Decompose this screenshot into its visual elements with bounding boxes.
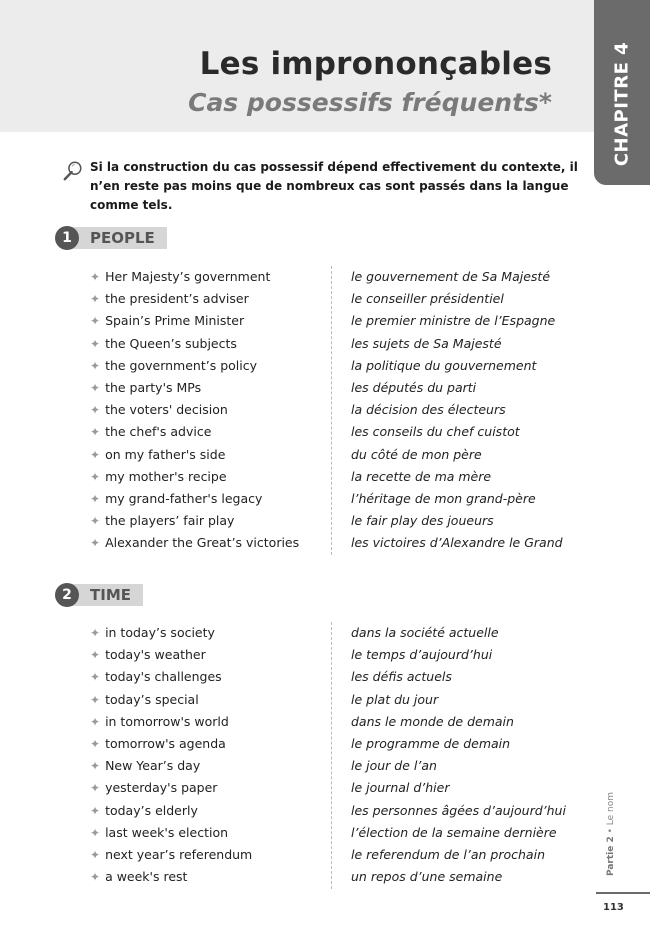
phrase-french: la politique du gouvernement	[351, 357, 537, 373]
bullet-star-icon: ✦	[90, 336, 101, 351]
phrase-english-text: in tomorrow's world	[105, 713, 229, 729]
phrase-english	[90, 399, 228, 421]
phrase-english-text: today’s special	[105, 691, 199, 707]
part-side-label	[606, 792, 616, 876]
footer-rule	[596, 892, 650, 894]
part-label: Partie 2	[606, 836, 616, 877]
phrase-english-text: the chef's advice	[105, 424, 212, 440]
phrase-english-text: the players’ fair play	[105, 513, 235, 529]
phrase-row	[90, 644, 560, 666]
phrase-english-text: the party's MPs	[105, 379, 202, 395]
phrase-english	[90, 333, 237, 355]
page-subtitle: Cas possessifs fréquents*	[188, 88, 552, 117]
bullet-star-icon: ✦	[90, 491, 101, 506]
phrase-french: le jour de l’an	[351, 758, 437, 774]
part-title: Le nom	[606, 791, 616, 826]
phrase-english-text: on my father's side	[105, 446, 226, 462]
phrase-english-text: Her Majesty’s government	[105, 269, 271, 284]
phrase-english	[90, 532, 299, 554]
intro-text: Si la construction du cas possessif dépend effectivement du contexte, il n’en reste pas moins que de nombreux cas sont passés dans la langue comme tels.	[90, 160, 578, 212]
phrase-english	[90, 421, 211, 443]
phrase-english	[90, 266, 270, 288]
bullet-star-icon: ✦	[90, 670, 101, 685]
bullet-star-icon: ✦	[90, 870, 101, 885]
bullet-star-icon: ✦	[90, 425, 101, 440]
page-number: 113	[603, 902, 624, 913]
bullet-star-icon: ✦	[90, 692, 101, 707]
phrase-english-text: Spain’s Prime Minister	[105, 313, 245, 329]
bullet-star-icon: ✦	[90, 270, 101, 284]
phrase-french: le conseiller présidentiel	[351, 291, 504, 307]
phrase-english-text: last week's election	[105, 824, 229, 840]
bullet-star-icon: ✦	[90, 514, 101, 529]
phrase-row	[90, 733, 560, 755]
phrase-french: le plat du jour	[351, 691, 439, 707]
time-phrase-list	[90, 622, 566, 888]
bullet-star-icon: ✦	[90, 626, 101, 640]
magnifier-icon	[62, 160, 84, 182]
phrase-row	[90, 488, 560, 510]
phrase-english	[90, 800, 198, 822]
phrase-english-text: today’s elderly	[105, 802, 198, 818]
phrase-french: le temps d’aujourd’hui	[351, 647, 493, 663]
phrase-french: les conseils du chef cuistot	[351, 424, 520, 440]
chapter-tab-label: CHAPITRE 4	[611, 41, 633, 167]
phrase-english	[90, 689, 199, 711]
phrase-row	[90, 532, 563, 554]
phrase-english-text: my grand-father's legacy	[105, 490, 263, 506]
phrase-english	[90, 377, 201, 399]
phrase-row	[90, 333, 560, 355]
phrase-row	[90, 466, 560, 488]
phrase-english-text: the voters' decision	[105, 402, 228, 418]
chapter-tab	[594, 0, 650, 185]
phrase-english	[90, 466, 227, 488]
people-phrase-list	[90, 266, 563, 554]
phrase-row	[90, 755, 560, 777]
bullet-star-icon: ✦	[90, 292, 101, 307]
phrase-english-text: my mother's recipe	[105, 468, 227, 484]
phrase-row	[90, 399, 560, 421]
phrase-french: les victoires d’Alexandre le Grand	[351, 535, 563, 551]
phrase-french: le referendum de l’an prochain	[351, 846, 545, 862]
phrase-row	[90, 310, 560, 332]
phrase-english	[90, 310, 244, 332]
phrase-row	[90, 288, 560, 310]
phrase-french: un repos d’une semaine	[351, 869, 503, 885]
phrase-english	[90, 444, 225, 466]
phrase-row	[90, 777, 560, 799]
phrase-english-text: a week's rest	[105, 869, 188, 885]
bullet-star-icon: ✦	[90, 447, 101, 462]
bullet-star-icon: ✦	[90, 469, 101, 484]
phrase-english-text: next year’s referendum	[105, 846, 253, 862]
phrase-english-text: today's challenges	[105, 669, 222, 685]
phrase-english-text: yesterday's paper	[105, 780, 218, 796]
phrase-french: dans le monde de demain	[351, 713, 514, 729]
phrase-english-text: tomorrow's agenda	[105, 735, 226, 751]
phrase-row	[90, 800, 566, 822]
phrase-english	[90, 288, 249, 310]
bullet-star-icon: ✦	[90, 825, 101, 840]
phrase-french: le journal d’hier	[351, 780, 450, 796]
phrase-row	[90, 622, 560, 644]
phrase-english	[90, 822, 228, 844]
phrase-english-text: New Year’s day	[105, 758, 201, 774]
phrase-english	[90, 644, 206, 666]
phrase-french: l’héritage de mon grand-père	[351, 490, 536, 506]
bullet-star-icon: ✦	[90, 314, 101, 329]
phrase-english	[90, 510, 234, 532]
phrase-row	[90, 844, 560, 866]
section-title: PEOPLE	[69, 227, 167, 249]
bullet-star-icon: ✦	[90, 781, 101, 796]
phrase-french: les sujets de Sa Majesté	[351, 335, 502, 351]
phrase-french: du côté de mon père	[351, 446, 482, 462]
phrase-english	[90, 777, 217, 799]
bullet-star-icon: ✦	[90, 403, 101, 418]
phrase-english	[90, 711, 229, 733]
phrase-english	[90, 622, 215, 644]
phrase-french: l’élection de la semaine dernière	[351, 824, 557, 840]
phrase-french: le fair play des joueurs	[351, 513, 494, 529]
phrase-english-text: in today’s society	[105, 625, 215, 640]
phrase-english-text: the government’s policy	[105, 357, 258, 373]
phrase-row	[90, 510, 560, 532]
phrase-french: dans la société actuelle	[351, 625, 499, 640]
phrase-french: les députés du parti	[351, 379, 477, 395]
phrase-english-text: the president’s adviser	[105, 291, 249, 307]
phrase-row	[90, 711, 560, 733]
section-number-badge: 2	[55, 583, 79, 607]
part-separator: •	[606, 828, 616, 834]
phrase-english	[90, 488, 262, 510]
bullet-star-icon: ✦	[90, 536, 101, 551]
section-number-badge: 1	[55, 226, 79, 250]
phrase-english-text: today's weather	[105, 647, 206, 663]
phrase-row	[90, 689, 560, 711]
bullet-star-icon: ✦	[90, 358, 101, 373]
intro-note	[62, 158, 582, 215]
phrase-row	[90, 444, 560, 466]
page-title: Les imprononçables	[199, 46, 552, 82]
phrase-french: les défis actuels	[351, 669, 452, 685]
phrase-english-text: Alexander the Great’s victories	[105, 535, 300, 551]
phrase-french: la recette de ma mère	[351, 468, 492, 484]
bullet-star-icon: ✦	[90, 847, 101, 862]
phrase-row	[90, 822, 560, 844]
bullet-star-icon: ✦	[90, 714, 101, 729]
phrase-english-text: the Queen’s subjects	[105, 335, 237, 351]
bullet-star-icon: ✦	[90, 648, 101, 663]
phrase-english	[90, 666, 222, 688]
bullet-star-icon: ✦	[90, 380, 101, 395]
phrase-english	[90, 866, 187, 888]
bullet-star-icon: ✦	[90, 803, 101, 818]
phrase-french: la décision des électeurs	[351, 402, 506, 418]
phrase-row	[90, 377, 560, 399]
section-title: TIME	[69, 584, 143, 606]
phrase-french: le premier ministre de l’Espagne	[351, 313, 556, 329]
phrase-french: le programme de demain	[351, 735, 511, 751]
phrase-row	[90, 421, 560, 443]
phrase-english	[90, 755, 200, 777]
phrase-row	[90, 355, 560, 377]
phrase-row	[90, 666, 560, 688]
phrase-english	[90, 844, 252, 866]
phrase-french: les personnes âgées d’aujourd’hui	[351, 802, 566, 818]
phrase-row	[90, 266, 560, 288]
bullet-star-icon: ✦	[90, 759, 101, 774]
phrase-english	[90, 733, 226, 755]
phrase-french: le gouvernement de Sa Majesté	[351, 269, 551, 284]
bullet-star-icon: ✦	[90, 736, 101, 751]
phrase-english	[90, 355, 257, 377]
phrase-row	[90, 866, 560, 888]
